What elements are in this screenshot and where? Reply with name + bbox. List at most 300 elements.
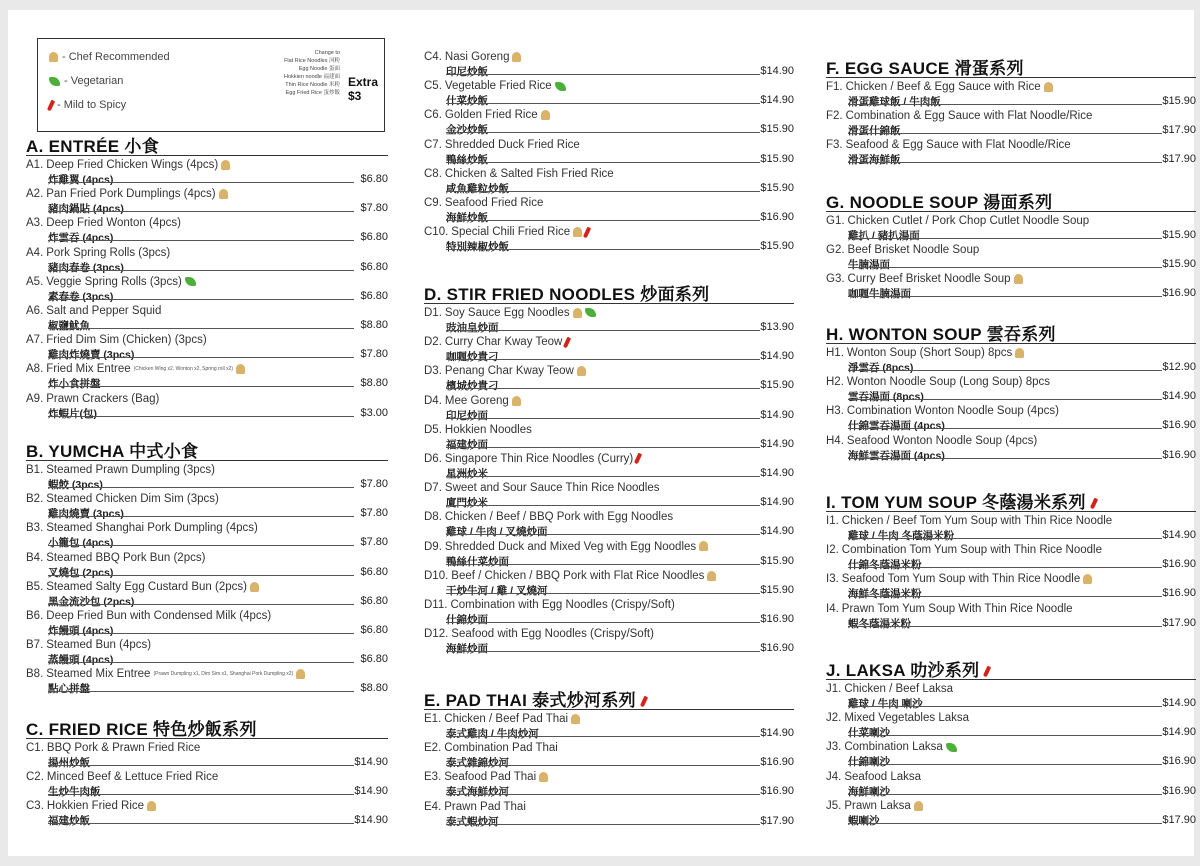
item-name-en <box>826 139 1071 151</box>
item-price: $16.90 <box>1162 558 1196 571</box>
item-name-cn: 鴨絲什菜炒面 <box>446 555 509 568</box>
menu-item[interactable] <box>424 768 794 797</box>
item-name-en <box>424 599 675 611</box>
menu-item[interactable] <box>26 490 388 519</box>
item-price: $7.80 <box>360 478 388 490</box>
item-price: $6.80 <box>360 173 388 185</box>
item-price: $14.90 <box>354 814 388 827</box>
item-name-en <box>424 482 660 494</box>
item-title: Golden Fried Rice <box>444 109 538 122</box>
menu-section <box>26 132 388 419</box>
item-price: $6.80 <box>360 565 388 578</box>
item-name-cn: 干炒牛河 / 雞 / 叉燒河 <box>446 584 548 597</box>
item-name-en <box>424 365 586 377</box>
noodle-option: Egg Fried Rice 蛋炒飯 <box>285 90 340 96</box>
item-code: B1. <box>26 464 44 476</box>
item-name-en <box>826 603 1073 615</box>
menu-item[interactable] <box>826 373 1196 402</box>
menu-item[interactable] <box>826 136 1196 165</box>
item-price: $14.90 <box>354 785 388 798</box>
menu-section <box>826 54 1196 166</box>
menu-item[interactable] <box>26 390 388 419</box>
item-code: I3. <box>826 573 839 586</box>
leader-line <box>48 794 354 795</box>
leader-line <box>48 299 354 300</box>
leader-line <box>446 651 760 652</box>
item-name-en <box>26 334 207 346</box>
item-code: J3. <box>826 741 842 754</box>
item-code: E2. <box>424 742 442 755</box>
menu-item[interactable] <box>26 302 388 331</box>
item-code: C3. <box>26 800 44 813</box>
menu-item[interactable] <box>26 739 388 768</box>
menu-item[interactable] <box>424 165 794 194</box>
leader-line <box>446 162 760 163</box>
item-title: Chicken / Beef / BBQ Pork with Egg Noodles <box>444 511 674 524</box>
chili-icon <box>47 99 55 111</box>
menu-item[interactable] <box>26 665 388 694</box>
item-title: Prawn Crackers (Bag) <box>46 392 160 405</box>
item-name-en <box>26 493 219 505</box>
menu-item[interactable] <box>424 333 794 362</box>
item-code: C5. <box>424 80 442 93</box>
item-name-en <box>424 570 716 582</box>
section-title-text: G. NOODLE SOUP 湯面系列 <box>826 193 1053 212</box>
item-name-en <box>826 376 1050 388</box>
item-price: $8.80 <box>360 318 388 331</box>
leader-line <box>848 538 1162 539</box>
leaf-icon <box>555 82 566 91</box>
item-name-en <box>826 81 1053 93</box>
section-title <box>424 280 794 304</box>
section-title <box>424 686 794 710</box>
menu-item[interactable] <box>424 538 794 567</box>
item-title: Chicken / Beef Laksa <box>844 683 954 695</box>
chef-hat-icon <box>221 160 230 170</box>
item-name-en <box>26 771 218 783</box>
item-code: I4. <box>826 602 839 615</box>
menu-item[interactable] <box>26 768 388 797</box>
item-name-cn: 豬肉春卷 (3pcs) <box>48 261 124 274</box>
menu-item[interactable] <box>826 344 1196 373</box>
item-code: C6. <box>424 109 442 122</box>
item-price: $6.80 <box>360 594 388 607</box>
extra-charge: Extra $3 <box>348 75 379 103</box>
menu-item[interactable] <box>424 625 794 654</box>
item-title: Pan Fried Pork Dumplings (4pcs) <box>46 188 216 201</box>
item-name-cn: 炸雲吞 (4pcs) <box>48 232 114 245</box>
item-title: Combination Laksa <box>844 741 943 754</box>
item-price: $14.90 <box>760 408 794 421</box>
item-price: $15.90 <box>760 379 794 392</box>
menu-item[interactable] <box>424 567 794 596</box>
item-code: B3. <box>26 522 44 535</box>
chef-hat-icon <box>573 227 582 237</box>
menu-section <box>826 488 1196 629</box>
item-name-en <box>826 515 1112 527</box>
leader-line <box>848 238 1162 239</box>
item-title: Nasi Goreng <box>444 51 510 63</box>
item-name-cn: 豬肉鍋貼 (4pcs) <box>48 203 124 216</box>
leader-line <box>446 505 760 506</box>
legend-spicy-label: - Mild to Spicy <box>57 99 127 111</box>
leader-line <box>446 794 760 795</box>
leader-line <box>48 516 354 517</box>
menu-item[interactable] <box>826 107 1196 136</box>
item-name-cn: 雲吞湯面 (8pcs) <box>848 391 924 404</box>
item-title: Steamed Mix Entree <box>46 668 151 681</box>
item-code: D8. <box>424 511 442 524</box>
item-title: Steamed Chicken Dim Sim (3pcs) <box>46 493 219 506</box>
item-price: $15.90 <box>760 181 794 194</box>
menu-item[interactable] <box>424 508 794 537</box>
leader-line <box>848 162 1162 163</box>
item-name-cn: 牛腩湯面 <box>848 259 890 272</box>
item-name-cn: 雞扒 / 豬扒湯面 <box>848 230 920 242</box>
menu-item[interactable] <box>26 331 388 360</box>
item-name-en <box>26 552 205 564</box>
menu-item[interactable] <box>826 512 1196 541</box>
leader-line <box>446 418 760 419</box>
item-price: $14.90 <box>1162 697 1196 709</box>
item-name-cn: 炸饅頭 (4pcs) <box>48 624 114 637</box>
item-name-cn: 海鮮雲吞湯面 (4pcs) <box>848 449 945 462</box>
item-code: B6. <box>26 609 44 622</box>
item-name-en <box>826 347 1024 359</box>
item-code: H4. <box>826 434 844 447</box>
item-code: F1. <box>826 81 843 93</box>
chef-hat-icon <box>1083 574 1092 584</box>
leader-line <box>48 328 354 329</box>
item-title: Steamed Prawn Dumpling (3pcs) <box>46 464 216 476</box>
item-subtitle: (Chicken Wing x2, Wonton x2, Spring roll x2) <box>133 366 234 373</box>
item-price: $15.90 <box>760 123 794 136</box>
item-price: $16.90 <box>760 210 794 223</box>
item-subtitle: (Prawn Dumpling x1, Dim Sim x1, Shanghai Pork Dumpling x2) <box>153 671 294 678</box>
menu-item[interactable] <box>826 680 1196 709</box>
item-price: $17.90 <box>1162 813 1196 826</box>
item-name-cn: 滑蛋海鮮飯 <box>848 154 901 167</box>
leader-line <box>848 823 1162 824</box>
item-title: Combination Tom Yum Soup with Thin Rice Noodle <box>841 544 1102 557</box>
menu-item[interactable] <box>424 106 794 135</box>
item-name-cn: 泰式蝦炒河 <box>446 815 499 828</box>
menu-item[interactable] <box>826 241 1196 270</box>
item-price: $7.80 <box>360 536 388 549</box>
item-code: A3. <box>26 217 44 230</box>
leader-line <box>446 191 760 192</box>
item-title: Special Chili Fried Rice <box>451 226 571 239</box>
item-price: $16.90 <box>1162 287 1196 300</box>
item-title: Wonton Soup (Short Soup) 8pcs <box>846 347 1013 359</box>
menu-item[interactable] <box>26 156 388 185</box>
item-code: C2. <box>26 771 44 784</box>
item-code: I2. <box>826 544 839 557</box>
menu-item[interactable] <box>826 600 1196 629</box>
item-title: Soy Sauce Egg Noodles <box>444 307 570 319</box>
menu-item[interactable] <box>424 710 794 739</box>
chef-hat-icon <box>250 582 259 592</box>
item-name-cn: 蝦喇沙 <box>848 814 880 827</box>
item-name-en <box>26 363 245 375</box>
leaf-icon <box>585 308 596 317</box>
item-price: $15.90 <box>760 240 794 253</box>
chili-icon <box>583 226 591 238</box>
leader-line <box>446 103 760 104</box>
item-price: $16.90 <box>760 756 794 769</box>
menu-item[interactable] <box>424 798 794 827</box>
item-name-cn: 什菜炒飯 <box>446 95 488 108</box>
item-name-cn: 金沙炒飯 <box>446 124 488 137</box>
item-title: Seafood Tom Yum Soup with Thin Rice Noodle <box>841 573 1081 586</box>
item-name-en <box>826 405 1059 417</box>
item-title: Steamed Salty Egg Custard Bun (2pcs) <box>46 580 247 593</box>
menu-item[interactable] <box>26 360 388 389</box>
item-name-en <box>26 581 259 593</box>
menu-item[interactable] <box>26 578 388 607</box>
item-title: Chicken / Beef Pad Thai <box>444 713 569 725</box>
menu-item[interactable] <box>26 797 388 826</box>
menu-item[interactable] <box>826 570 1196 599</box>
chef-hat-icon <box>296 669 305 679</box>
item-name-en <box>826 435 1037 447</box>
menu-item[interactable] <box>826 797 1196 826</box>
chef-hat-icon <box>236 364 245 374</box>
item-code: D3. <box>424 365 442 378</box>
menu-item[interactable] <box>424 421 794 450</box>
item-name-cn: 什錦冬蔭湯米粉 <box>848 559 922 572</box>
item-code: J5. <box>826 799 842 812</box>
item-title: Salt and Pepper Squid <box>46 304 162 317</box>
section-title-text: I. TOM YUM SOUP 冬蔭湯米系列 <box>826 493 1086 512</box>
item-name-cn: 咖喱炒貴刁 <box>446 351 499 364</box>
leader-line <box>48 240 354 241</box>
menu-item[interactable] <box>26 244 388 273</box>
menu-item[interactable] <box>26 185 388 214</box>
item-name-cn: 雞球 / 牛肉 / 叉燒炒面 <box>446 526 548 539</box>
item-name-en <box>26 247 170 259</box>
menu-item[interactable] <box>826 738 1196 767</box>
item-name-en <box>26 639 151 651</box>
item-title: Chicken / Beef & Egg Sauce with Rice <box>845 81 1041 93</box>
item-title: Mee Goreng <box>444 394 509 407</box>
item-name-cn: 福建炒飯 <box>48 815 90 828</box>
item-name-en <box>826 244 979 256</box>
item-name-cn: 豉油皇炒面 <box>446 322 499 334</box>
item-title: Veggie Spring Rolls (3pcs) <box>46 275 182 288</box>
item-title: Prawn Tom Yum Soup With Thin Rice Noodle <box>841 602 1073 615</box>
item-name-cn: 泰式雞肉 / 牛肉炒河 <box>446 728 539 740</box>
menu-item[interactable] <box>424 596 794 625</box>
menu-section <box>26 437 388 695</box>
item-title: Penang Char Kway Teow <box>444 365 574 378</box>
menu-section <box>26 715 388 827</box>
chef-hat-icon <box>539 772 548 782</box>
item-name-en <box>424 307 596 319</box>
menu-item[interactable] <box>826 270 1196 299</box>
chef-hat-icon <box>1044 82 1053 92</box>
chili-icon <box>640 696 648 708</box>
item-name-cn: 廈門炒米 <box>446 497 488 510</box>
noodle-option: Thin Rice Noodle 米粉 <box>285 82 340 88</box>
item-price: $7.80 <box>360 202 388 215</box>
leaf-icon <box>49 77 60 86</box>
item-price: $17.90 <box>1162 616 1196 629</box>
item-code: C8. <box>424 167 442 180</box>
item-name-en <box>826 771 921 783</box>
item-code: C7. <box>424 138 442 151</box>
item-title: Curry Beef Brisket Noodle Soup <box>847 273 1011 286</box>
item-title: Wonton Noodle Soup (Long Soup) 8pcs <box>846 376 1050 389</box>
item-name-en <box>424 51 521 63</box>
menu-section <box>826 656 1196 826</box>
item-title: Prawn Laksa <box>844 799 911 812</box>
item-name-cn: 什菜喇沙 <box>848 727 890 740</box>
item-title: Hokkien Fried Rice <box>46 800 145 813</box>
chef-hat-icon <box>49 52 58 62</box>
item-title: Deep Fried Chicken Wings (4pcs) <box>46 159 219 171</box>
item-price: $15.90 <box>1162 258 1196 271</box>
item-price: $15.90 <box>760 583 794 596</box>
item-title: Fried Mix Entree <box>46 363 131 376</box>
item-title: Chicken & Salted Fish Fried Rice <box>444 167 614 180</box>
item-code: A8. <box>26 363 44 376</box>
item-name-cn: 淨雲吞 (8pcs) <box>848 362 914 374</box>
leader-line <box>48 633 354 634</box>
item-code: A4. <box>26 246 44 259</box>
menu-item[interactable] <box>424 362 794 391</box>
leader-line <box>446 564 760 565</box>
item-name-en <box>26 159 230 171</box>
leader-line <box>446 330 760 331</box>
item-code: J2. <box>826 712 842 725</box>
menu-item[interactable] <box>26 607 388 636</box>
legend-veg <box>46 75 123 87</box>
item-title: Seafood Laksa <box>844 770 922 783</box>
leader-line <box>446 476 760 477</box>
item-price: $14.90 <box>760 496 794 509</box>
section-title <box>26 437 388 461</box>
item-code: H3. <box>826 405 844 418</box>
item-code: A1. <box>26 159 44 171</box>
item-price: $15.90 <box>760 554 794 567</box>
menu-item[interactable] <box>424 479 794 508</box>
chili-icon <box>1090 498 1098 510</box>
item-code: J4. <box>826 770 842 783</box>
menu-item[interactable] <box>26 214 388 243</box>
menu-item[interactable] <box>826 709 1196 738</box>
section-title-text: A. ENTRÉE 小食 <box>26 137 160 156</box>
item-code: G2. <box>826 244 845 257</box>
leader-line <box>48 575 354 576</box>
chef-hat-icon <box>1014 274 1023 284</box>
item-name-en <box>26 464 215 476</box>
item-name-cn: 揚州炒飯 <box>48 757 90 769</box>
menu-item[interactable] <box>424 136 794 165</box>
menu-item[interactable] <box>26 636 388 665</box>
menu-item[interactable] <box>826 402 1196 431</box>
item-price: $6.80 <box>360 653 388 666</box>
item-title: Vegetable Fried Rice <box>444 80 552 93</box>
item-name-cn: 檳城炒貴刁 <box>446 380 499 393</box>
menu-item[interactable] <box>424 194 794 223</box>
item-name-cn: 印尼炒飯 <box>446 66 488 78</box>
item-name-en <box>826 273 1023 285</box>
item-name-en <box>424 541 708 553</box>
item-price: $8.80 <box>360 377 388 390</box>
item-name-en <box>424 139 580 151</box>
menu-item[interactable] <box>826 432 1196 461</box>
menu-item[interactable] <box>424 450 794 479</box>
chef-hat-icon <box>512 52 521 62</box>
noodle-options <box>230 49 340 97</box>
item-code: E4. <box>424 800 442 813</box>
menu-item[interactable] <box>424 223 794 252</box>
menu-item[interactable] <box>826 78 1196 107</box>
menu-section <box>424 48 794 252</box>
item-title: Deep Fried Bun with Condensed Milk (4pcs) <box>46 609 272 622</box>
menu-item[interactable] <box>26 519 388 548</box>
item-name-en <box>26 188 228 200</box>
menu-item[interactable] <box>26 273 388 302</box>
item-code: E3. <box>424 771 442 784</box>
leader-line <box>848 133 1162 134</box>
item-name-en <box>424 771 548 783</box>
menu-item[interactable] <box>826 541 1196 570</box>
item-code: B5. <box>26 580 44 593</box>
leader-line <box>48 662 354 663</box>
item-price: $15.90 <box>1162 229 1196 241</box>
item-name-en <box>424 424 532 436</box>
leader-line <box>446 359 760 360</box>
chili-icon <box>563 336 571 348</box>
leader-line <box>446 74 760 75</box>
item-code: B8. <box>26 668 44 681</box>
item-title: Steamed Shanghai Pork Dumpling (4pcs) <box>46 522 258 535</box>
leader-line <box>48 823 354 824</box>
item-title: Seafood & Egg Sauce with Flat Noodle/Rice <box>845 139 1071 152</box>
item-price: $3.00 <box>360 406 388 419</box>
item-code: A2. <box>26 188 44 201</box>
item-code: D11. <box>424 598 448 611</box>
item-name-en <box>826 573 1092 585</box>
menu-item[interactable] <box>424 392 794 421</box>
item-price: $13.90 <box>760 321 794 333</box>
item-price: $16.90 <box>1162 587 1196 600</box>
menu-item[interactable] <box>26 549 388 578</box>
item-code: A6. <box>26 304 44 317</box>
item-code: F2. <box>826 110 843 123</box>
leader-line <box>848 428 1162 429</box>
menu-item[interactable] <box>26 461 388 490</box>
item-title: Singapore Thin Rice Noodles (Curry) <box>444 452 634 465</box>
chef-hat-icon <box>914 801 923 811</box>
item-price: $16.90 <box>1162 755 1196 768</box>
leader-line <box>848 706 1162 707</box>
item-name-cn: 黑金流沙包 (2pcs) <box>48 595 135 608</box>
menu-item[interactable] <box>424 304 794 333</box>
menu-item[interactable] <box>424 739 794 768</box>
chef-hat-icon <box>699 541 708 551</box>
menu-item[interactable] <box>424 77 794 106</box>
item-code: C1. <box>26 742 44 754</box>
item-price: $16.90 <box>1162 448 1196 461</box>
menu-item[interactable] <box>826 212 1196 241</box>
menu-item[interactable] <box>826 768 1196 797</box>
section-title <box>826 54 1196 78</box>
menu-item[interactable] <box>424 48 794 77</box>
item-title: Curry Char Kway Teow <box>444 336 563 349</box>
